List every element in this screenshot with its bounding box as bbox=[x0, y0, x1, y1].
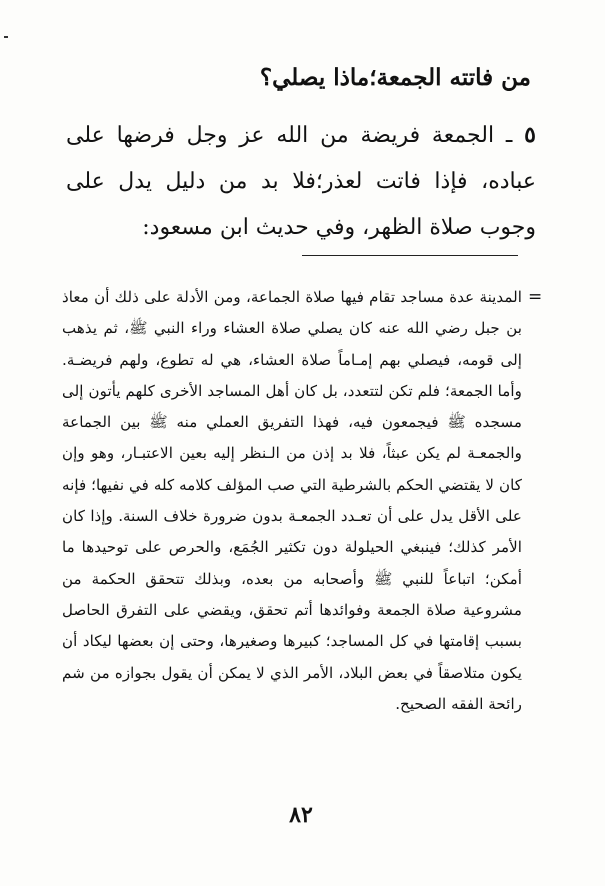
paragraph-text: ـ الجمعة فريضة من الله عز وجل فرضها على عباده، فإذا فاتت لعذر؛فلا بد من دليل يدل على وجوب صلاة الظهر، وفي حديث ابن مسعود: bbox=[66, 123, 536, 240]
margin-mark bbox=[4, 36, 8, 38]
footnote-separator bbox=[302, 255, 518, 256]
paragraph-number: ٥ bbox=[524, 122, 536, 148]
page-number: ٨٢ bbox=[289, 802, 313, 828]
footnote-continuation-mark: = bbox=[528, 287, 543, 307]
footnote-text: المدينة عدة مساجد تقام فيها صلاة الجماعة، ومن الأدلة على ذلك أن معاذ بن جبل رضي الله عنه كان يصلي صلاة العشاء وراء النبي ﷺ، ثم يذهب إلى قومه، فيصلي بهم إمـاماً صلاة العشاء، هي له تطوع، ولهم فريضـة. وأما الجمعة؛ فلم تكن لتتعدد، بل كان أهل المساجد الأخرى كلهم يأتون إلى مسجده ﷺ فيجمعون فيه، فهذا التفريق العملي منه ﷺ بين الجماعة والجمعـة لم يكن عبثاً، فلا بد إذن من الـنظر إليه بعين الاعتبـار، وهو وإن كان لا يقتضي الحكم بالشرطية التي صب المؤلف كلامه كله في نفيها؛ فإنه على الأقل يدل على أن تعـدد الجمعـة بدون ضرورة خلاف السنة. وإذا كان الأمر كذلك؛ فينبغي الحيلولة دون تكثير الجُمَع، والحرص على توحيدها ما أمكن؛ اتباعاً للنبي ﷺ وأصحابه من بعده، وبذلك تتحقق الحكمة من مشروعية صلاة الجمعة وفوائدها أتم تحقق، ويقضي على التفرق الحاصل بسبب إقامتها في كل المساجد؛ كبيرها وصغيرها، وحتى إن بعضها ليكاد أن يكون متلاصقاً في بعض البلاد، الأمر الذي لا يمكن أن يقول بجوازه من شم رائحة الفقه الصحيح. bbox=[62, 288, 522, 713]
section-heading: من فاتته الجمعة؛ماذا يصلي؟ bbox=[259, 64, 531, 91]
main-paragraph bbox=[66, 112, 536, 251]
